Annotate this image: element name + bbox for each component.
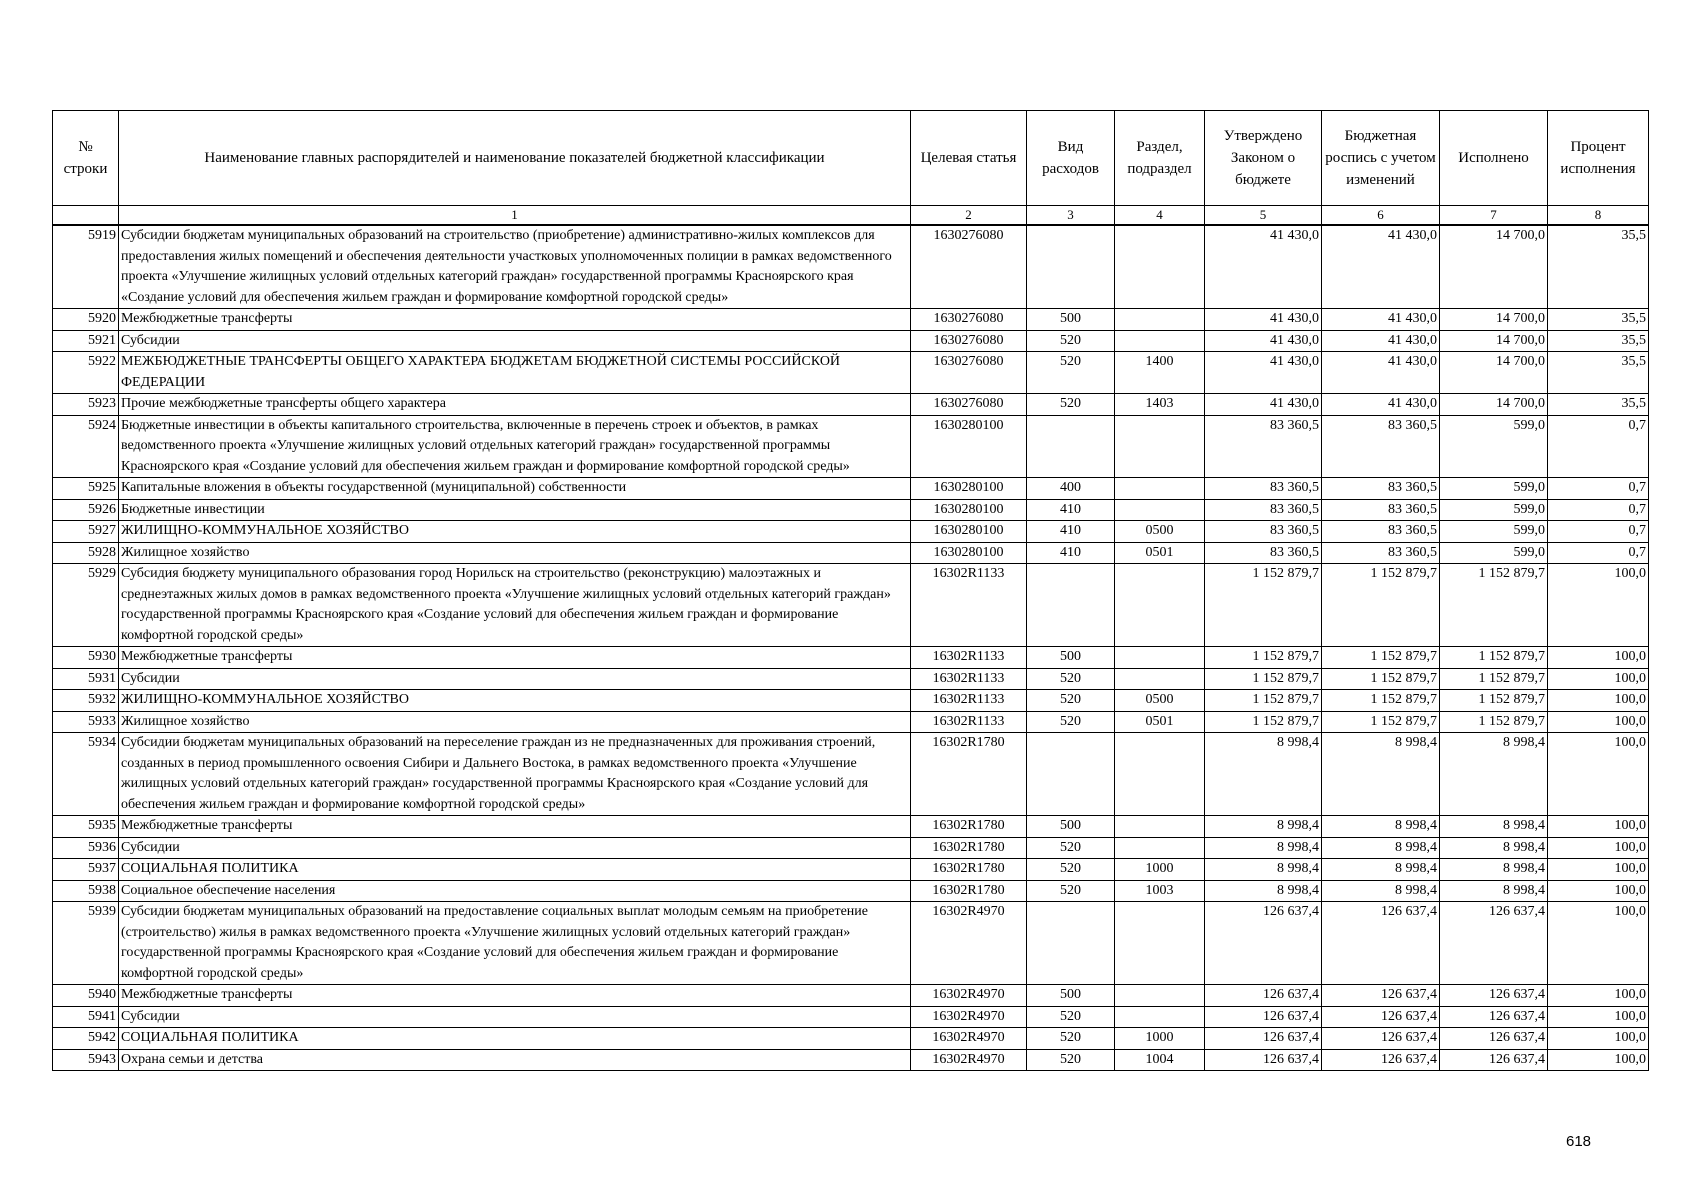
table-row [53,542,1649,564]
cell-executed: 1 152 879,7 [1440,690,1548,712]
cell-row-no: 5925 [53,478,119,500]
cell-approved: 126 637,4 [1205,1006,1322,1028]
cell-expense-type: 500 [1027,309,1115,331]
cell-approved: 8 998,4 [1205,816,1322,838]
cell-percent: 100,0 [1548,1006,1649,1028]
cell-section: 0501 [1115,542,1205,564]
cell-executed: 8 998,4 [1440,880,1548,902]
cell-executed: 1 152 879,7 [1440,647,1548,669]
cell-expense-type: 520 [1027,330,1115,352]
cell-budget-list: 8 998,4 [1322,859,1440,881]
cell-section: 1000 [1115,1028,1205,1050]
cell-name: Социальное обеспечение населения [119,880,911,902]
table-row [53,564,1649,647]
cell-percent: 35,5 [1548,330,1649,352]
cell-percent: 100,0 [1548,647,1649,669]
cell-name: Прочие межбюджетные трансферты общего характера [119,394,911,416]
cell-target-article: 16302R1133 [911,711,1027,733]
table-row [53,668,1649,690]
cell-row-no: 5938 [53,880,119,902]
cell-section [1115,668,1205,690]
cell-row-no: 5933 [53,711,119,733]
cell-executed: 8 998,4 [1440,859,1548,881]
cell-percent: 100,0 [1548,668,1649,690]
cell-expense-type: 500 [1027,985,1115,1007]
cell-executed: 8 998,4 [1440,816,1548,838]
cell-name: ЖИЛИЩНО-КОММУНАЛЬНОЕ ХОЗЯЙСТВО [119,521,911,543]
cell-budget-list: 8 998,4 [1322,880,1440,902]
cell-row-no: 5943 [53,1049,119,1071]
cell-row-no: 5941 [53,1006,119,1028]
cell-name: Субсидии бюджетам муниципальных образований на предоставление социальных выплат молодым семьям на приобретение (строительство) жилья в рамках ведомственного проекта «Улучшение жилищных условий отдельных категорий граждан» государственной программы Красноярского края «Создание условий для обеспечения жильем граждан и формирование комфортной городской среды» [119,902,911,985]
cell-row-no: 5920 [53,309,119,331]
cell-section [1115,415,1205,478]
cell-row-no: 5919 [53,225,119,309]
cell-expense-type: 500 [1027,647,1115,669]
page-number: 618 [1566,1133,1592,1150]
column-number: 2 [911,206,1027,226]
cell-approved: 8 998,4 [1205,733,1322,816]
cell-target-article: 16302R1780 [911,733,1027,816]
cell-percent: 100,0 [1548,985,1649,1007]
cell-executed: 1 152 879,7 [1440,564,1548,647]
cell-name: Межбюджетные трансферты [119,816,911,838]
cell-name: Субсидия бюджету муниципального образования город Норильск на строительство (реконструкцию) малоэтажных и среднеэтажных жилых домов в рамках ведомственного проекта «Улучшение жилищных условий отдельных категорий граждан» государственной программы Красноярского края «Создание условий для обеспечения жильем граждан и формирование комфортной городской среды» [119,564,911,647]
cell-budget-list: 83 360,5 [1322,415,1440,478]
header-approved: Утверждено Законом о бюджете [1205,111,1322,206]
table-row [53,733,1649,816]
cell-percent: 0,7 [1548,542,1649,564]
cell-target-article: 16302R1780 [911,859,1027,881]
cell-budget-list: 1 152 879,7 [1322,668,1440,690]
cell-name: Межбюджетные трансферты [119,985,911,1007]
cell-executed: 599,0 [1440,415,1548,478]
cell-target-article: 1630276080 [911,394,1027,416]
cell-percent: 35,5 [1548,225,1649,309]
cell-budget-list: 83 360,5 [1322,499,1440,521]
cell-section [1115,647,1205,669]
cell-target-article: 16302R4970 [911,902,1027,985]
table-row [53,499,1649,521]
cell-approved: 83 360,5 [1205,499,1322,521]
cell-name: СОЦИАЛЬНАЯ ПОЛИТИКА [119,859,911,881]
cell-section: 1400 [1115,352,1205,394]
table-row [53,352,1649,394]
cell-section [1115,1006,1205,1028]
cell-percent: 100,0 [1548,1028,1649,1050]
cell-percent: 100,0 [1548,880,1649,902]
cell-section: 1004 [1115,1049,1205,1071]
column-number: 5 [1205,206,1322,226]
cell-row-no: 5939 [53,902,119,985]
cell-section: 0501 [1115,711,1205,733]
cell-row-no: 5942 [53,1028,119,1050]
cell-budget-list: 41 430,0 [1322,309,1440,331]
cell-target-article: 16302R4970 [911,1028,1027,1050]
cell-name: Субсидии бюджетам муниципальных образований на строительство (приобретение) административно-жилых комплексов для предоставления жилых помещений и обеспечения деятельности участковых уполномоченных полиции в рамках ведомственного проекта «Улучшение жилищных условий отдельных категорий граждан» государственной программы Красноярского края «Создание условий для обеспечения жильем граждан и формирование комфортной городской среды» [119,225,911,309]
table-row [53,902,1649,985]
cell-budget-list: 1 152 879,7 [1322,711,1440,733]
cell-budget-list: 83 360,5 [1322,542,1440,564]
cell-expense-type: 520 [1027,859,1115,881]
cell-target-article: 1630276080 [911,225,1027,309]
table-row [53,330,1649,352]
cell-target-article: 1630280100 [911,415,1027,478]
cell-expense-type: 410 [1027,521,1115,543]
cell-executed: 126 637,4 [1440,902,1548,985]
cell-approved: 1 152 879,7 [1205,647,1322,669]
cell-name: Субсидии [119,330,911,352]
header-budget-list: Бюджетная роспись с учетом изменений [1322,111,1440,206]
cell-name: МЕЖБЮДЖЕТНЫЕ ТРАНСФЕРТЫ ОБЩЕГО ХАРАКТЕРА БЮДЖЕТАМ БЮДЖЕТНОЙ СИСТЕМЫ РОССИЙСКОЙ ФЕДЕРАЦИИ [119,352,911,394]
cell-section [1115,837,1205,859]
cell-approved: 83 360,5 [1205,415,1322,478]
cell-approved: 41 430,0 [1205,309,1322,331]
cell-row-no: 5924 [53,415,119,478]
cell-expense-type: 520 [1027,1006,1115,1028]
column-number: 1 [119,206,911,226]
cell-executed: 126 637,4 [1440,1006,1548,1028]
budget-table [52,110,1649,1071]
cell-section [1115,564,1205,647]
cell-percent: 100,0 [1548,902,1649,985]
cell-expense-type: 520 [1027,690,1115,712]
cell-row-no: 5936 [53,837,119,859]
cell-row-no: 5934 [53,733,119,816]
cell-executed: 599,0 [1440,542,1548,564]
cell-budget-list: 1 152 879,7 [1322,690,1440,712]
table-row [53,837,1649,859]
cell-executed: 14 700,0 [1440,309,1548,331]
table-row [53,859,1649,881]
cell-name: Межбюджетные трансферты [119,647,911,669]
table-row [53,880,1649,902]
cell-expense-type: 410 [1027,499,1115,521]
header-row [53,111,1649,206]
cell-target-article: 1630276080 [911,352,1027,394]
cell-budget-list: 41 430,0 [1322,394,1440,416]
cell-expense-type [1027,733,1115,816]
cell-target-article: 1630276080 [911,330,1027,352]
header-row-no: № строки [53,111,119,206]
cell-percent: 0,7 [1548,415,1649,478]
cell-executed: 1 152 879,7 [1440,711,1548,733]
cell-executed: 1 152 879,7 [1440,668,1548,690]
cell-executed: 126 637,4 [1440,985,1548,1007]
header-target-article: Целевая статья [911,111,1027,206]
cell-section [1115,309,1205,331]
cell-expense-type: 520 [1027,1028,1115,1050]
cell-row-no: 5922 [53,352,119,394]
cell-target-article: 16302R1133 [911,564,1027,647]
cell-percent: 0,7 [1548,478,1649,500]
cell-row-no: 5937 [53,859,119,881]
cell-section [1115,816,1205,838]
cell-approved: 8 998,4 [1205,859,1322,881]
cell-budget-list: 8 998,4 [1322,733,1440,816]
cell-approved: 126 637,4 [1205,985,1322,1007]
cell-budget-list: 41 430,0 [1322,225,1440,309]
cell-approved: 1 152 879,7 [1205,711,1322,733]
cell-approved: 1 152 879,7 [1205,564,1322,647]
cell-approved: 126 637,4 [1205,902,1322,985]
cell-percent: 100,0 [1548,859,1649,881]
cell-name: СОЦИАЛЬНАЯ ПОЛИТИКА [119,1028,911,1050]
cell-executed: 14 700,0 [1440,330,1548,352]
cell-executed: 599,0 [1440,478,1548,500]
cell-executed: 8 998,4 [1440,837,1548,859]
cell-section [1115,499,1205,521]
cell-target-article: 16302R1780 [911,880,1027,902]
cell-expense-type: 520 [1027,1049,1115,1071]
column-number-blank [53,206,119,226]
table-row [53,394,1649,416]
table-row [53,647,1649,669]
cell-budget-list: 8 998,4 [1322,837,1440,859]
cell-section: 0500 [1115,690,1205,712]
cell-executed: 126 637,4 [1440,1028,1548,1050]
cell-section [1115,902,1205,985]
cell-budget-list: 1 152 879,7 [1322,564,1440,647]
cell-budget-list: 126 637,4 [1322,985,1440,1007]
header-expense-type: Вид расходов [1027,111,1115,206]
cell-row-no: 5935 [53,816,119,838]
cell-section [1115,733,1205,816]
cell-name: Субсидии [119,837,911,859]
cell-target-article: 1630276080 [911,309,1027,331]
cell-expense-type [1027,564,1115,647]
cell-row-no: 5923 [53,394,119,416]
table-row [53,225,1649,309]
cell-approved: 83 360,5 [1205,542,1322,564]
cell-section: 1000 [1115,859,1205,881]
cell-approved: 1 152 879,7 [1205,668,1322,690]
header-executed: Исполнено [1440,111,1548,206]
column-numbers-row [53,206,1649,226]
cell-percent: 100,0 [1548,733,1649,816]
cell-name: Бюджетные инвестиции [119,499,911,521]
table-row [53,521,1649,543]
header-name: Наименование главных распорядителей и наименование показателей бюджетной классификации [119,111,911,206]
cell-approved: 41 430,0 [1205,352,1322,394]
cell-section: 0500 [1115,521,1205,543]
cell-target-article: 16302R4970 [911,985,1027,1007]
header-section: Раздел, подраздел [1115,111,1205,206]
cell-budget-list: 126 637,4 [1322,1028,1440,1050]
cell-expense-type [1027,902,1115,985]
cell-section [1115,985,1205,1007]
cell-executed: 14 700,0 [1440,394,1548,416]
cell-percent: 0,7 [1548,521,1649,543]
cell-name: Субсидии [119,1006,911,1028]
column-number: 8 [1548,206,1649,226]
cell-approved: 8 998,4 [1205,880,1322,902]
cell-target-article: 16302R1780 [911,816,1027,838]
table-row [53,690,1649,712]
cell-expense-type: 520 [1027,352,1115,394]
cell-expense-type: 520 [1027,711,1115,733]
table-row [53,1049,1649,1071]
cell-row-no: 5921 [53,330,119,352]
cell-percent: 100,0 [1548,711,1649,733]
table-row [53,415,1649,478]
cell-section: 1403 [1115,394,1205,416]
table-row [53,478,1649,500]
cell-budget-list: 126 637,4 [1322,902,1440,985]
cell-budget-list: 41 430,0 [1322,330,1440,352]
cell-budget-list: 126 637,4 [1322,1049,1440,1071]
cell-expense-type [1027,415,1115,478]
table-body [53,225,1649,1071]
cell-expense-type: 410 [1027,542,1115,564]
cell-approved: 41 430,0 [1205,394,1322,416]
cell-executed: 8 998,4 [1440,733,1548,816]
column-number: 3 [1027,206,1115,226]
cell-percent: 100,0 [1548,816,1649,838]
cell-target-article: 16302R1133 [911,668,1027,690]
cell-percent: 35,5 [1548,394,1649,416]
cell-name: Межбюджетные трансферты [119,309,911,331]
cell-target-article: 1630280100 [911,478,1027,500]
cell-percent: 100,0 [1548,564,1649,647]
cell-budget-list: 83 360,5 [1322,478,1440,500]
cell-percent: 35,5 [1548,309,1649,331]
cell-approved: 126 637,4 [1205,1028,1322,1050]
cell-percent: 35,5 [1548,352,1649,394]
cell-row-no: 5928 [53,542,119,564]
table-row [53,1028,1649,1050]
cell-row-no: 5930 [53,647,119,669]
cell-approved: 83 360,5 [1205,521,1322,543]
cell-target-article: 1630280100 [911,499,1027,521]
cell-executed: 14 700,0 [1440,352,1548,394]
cell-approved: 41 430,0 [1205,330,1322,352]
cell-section [1115,330,1205,352]
cell-budget-list: 8 998,4 [1322,816,1440,838]
cell-name: Бюджетные инвестиции в объекты капитального строительства, включенные в перечень строек и объектов, в рамках ведомственного проекта «Улучшение жилищных условий отдельных категорий граждан» государственной программы Красноярского края «Создание условий для обеспечения жильем граждан и формирование комфортной городской среды» [119,415,911,478]
cell-target-article: 16302R1133 [911,647,1027,669]
cell-name: Капитальные вложения в объекты государственной (муниципальной) собственности [119,478,911,500]
cell-name: Охрана семьи и детства [119,1049,911,1071]
cell-executed: 14 700,0 [1440,225,1548,309]
cell-approved: 126 637,4 [1205,1049,1322,1071]
cell-executed: 599,0 [1440,499,1548,521]
cell-name: Субсидии бюджетам муниципальных образований на переселение граждан из не предназначенных для проживания строений, созданных в период промышленного освоения Сибири и Дальнего Востока, в рамках ведомственного проекта «Улучшение жилищных условий отдельных категорий граждан» государственной программы Красноярского края «Создание условий для обеспечения жильем граждан и формирование комфортной городской среды» [119,733,911,816]
cell-budget-list: 41 430,0 [1322,352,1440,394]
cell-percent: 100,0 [1548,1049,1649,1071]
cell-expense-type: 520 [1027,668,1115,690]
column-number: 4 [1115,206,1205,226]
cell-section: 1003 [1115,880,1205,902]
cell-target-article: 16302R4970 [911,1006,1027,1028]
table-row [53,309,1649,331]
table-row [53,1006,1649,1028]
cell-expense-type: 520 [1027,394,1115,416]
cell-name: ЖИЛИЩНО-КОММУНАЛЬНОЕ ХОЗЯЙСТВО [119,690,911,712]
cell-row-no: 5931 [53,668,119,690]
cell-row-no: 5929 [53,564,119,647]
table-row [53,816,1649,838]
table-row [53,985,1649,1007]
cell-expense-type: 520 [1027,837,1115,859]
cell-approved: 83 360,5 [1205,478,1322,500]
cell-executed: 599,0 [1440,521,1548,543]
column-number: 6 [1322,206,1440,226]
header-percent: Процент исполнения [1548,111,1649,206]
cell-percent: 100,0 [1548,837,1649,859]
cell-expense-type: 520 [1027,880,1115,902]
cell-expense-type: 500 [1027,816,1115,838]
cell-budget-list: 1 152 879,7 [1322,647,1440,669]
cell-name: Жилищное хозяйство [119,711,911,733]
cell-expense-type [1027,225,1115,309]
cell-approved: 1 152 879,7 [1205,690,1322,712]
cell-section [1115,478,1205,500]
cell-budget-list: 83 360,5 [1322,521,1440,543]
cell-target-article: 1630280100 [911,521,1027,543]
cell-percent: 100,0 [1548,690,1649,712]
cell-section [1115,225,1205,309]
table-row [53,711,1649,733]
column-number: 7 [1440,206,1548,226]
cell-percent: 0,7 [1548,499,1649,521]
cell-approved: 8 998,4 [1205,837,1322,859]
cell-budget-list: 126 637,4 [1322,1006,1440,1028]
cell-executed: 126 637,4 [1440,1049,1548,1071]
cell-row-no: 5926 [53,499,119,521]
cell-expense-type: 400 [1027,478,1115,500]
cell-row-no: 5932 [53,690,119,712]
cell-approved: 41 430,0 [1205,225,1322,309]
cell-name: Субсидии [119,668,911,690]
cell-row-no: 5940 [53,985,119,1007]
cell-target-article: 1630280100 [911,542,1027,564]
cell-row-no: 5927 [53,521,119,543]
cell-target-article: 16302R1133 [911,690,1027,712]
cell-target-article: 16302R4970 [911,1049,1027,1071]
cell-target-article: 16302R1780 [911,837,1027,859]
cell-name: Жилищное хозяйство [119,542,911,564]
